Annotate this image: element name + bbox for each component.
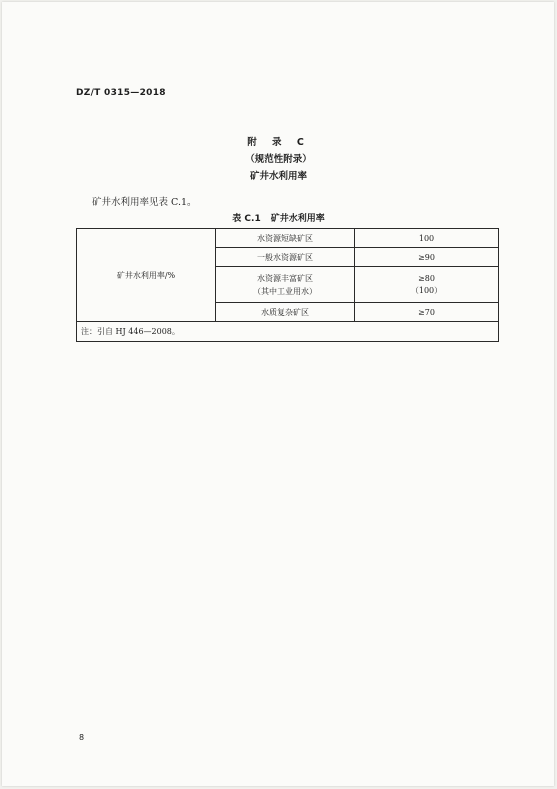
value-cell [355, 267, 499, 303]
area-note: （其中工业用水） [253, 286, 317, 296]
area-cell: 水质复杂矿区 [216, 303, 355, 322]
value-main: ≥80 [418, 273, 435, 283]
table-row [77, 229, 499, 248]
table-caption-number: 表 C.1 [232, 214, 261, 224]
area-cell [216, 267, 355, 303]
table-note: 注：引自 HJ 446—2008。 [77, 322, 499, 342]
value-cell: ≥90 [355, 248, 499, 267]
area-cell: 一般水资源矿区 [216, 248, 355, 267]
appendix-subtitle: （规范性附录） [245, 154, 312, 165]
value-cell: ≥70 [355, 303, 499, 322]
area-cell: 水资源短缺矿区 [216, 229, 355, 248]
table-note-row [77, 322, 499, 342]
page-number: 8 [79, 733, 85, 742]
value-note: （100） [410, 285, 443, 295]
row-header-cell: 矿井水利用率/% [77, 229, 216, 322]
table-caption-title: 矿井水利用率 [270, 214, 325, 224]
water-utilization-table [76, 228, 499, 342]
area-name: 水资源丰富矿区 [257, 273, 313, 283]
appendix-title: 附 录 C [247, 137, 310, 148]
intro-text: 矿井水利用率见表 C.1。 [92, 197, 197, 208]
appendix-name: 矿井水利用率 [249, 171, 307, 182]
table-caption [0, 211, 557, 224]
value-cell: 100 [355, 229, 499, 248]
document-page [2, 2, 554, 786]
document-code: DZ/T 0315—2018 [76, 88, 166, 98]
